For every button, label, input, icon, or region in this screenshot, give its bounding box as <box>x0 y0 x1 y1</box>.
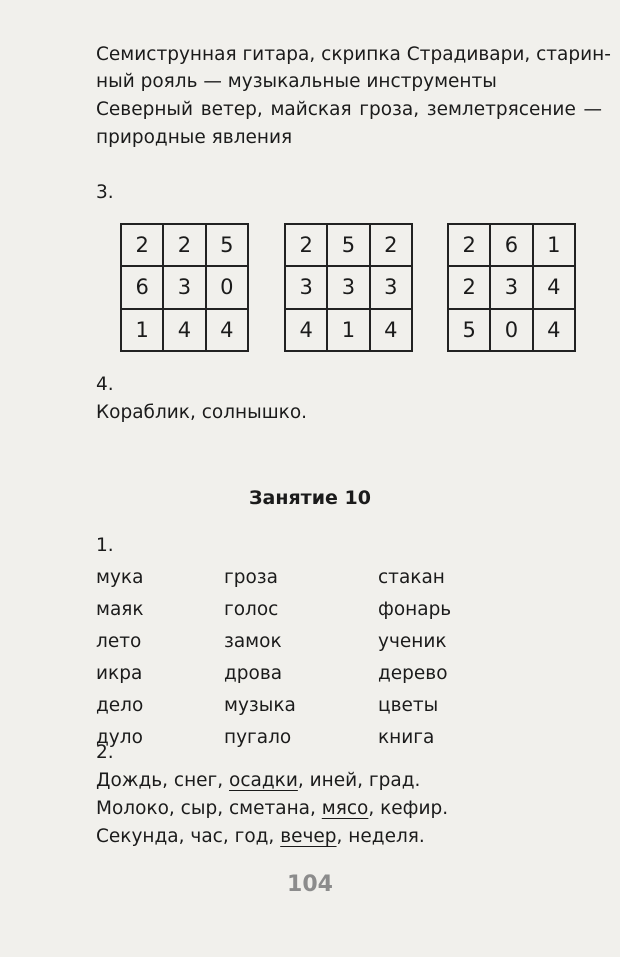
grid-cell: 3 <box>490 266 532 308</box>
underlined-word: вечер <box>280 826 337 847</box>
word: дерево <box>378 663 448 684</box>
grid-cell: 2 <box>448 266 490 308</box>
text-line-3: Северный ветер, майская гроза, землетрясение — <box>96 99 602 120</box>
word: лето <box>96 631 142 652</box>
word: пугало <box>224 727 292 748</box>
word-column-3 <box>378 562 451 754</box>
grid-cell: 1 <box>327 309 369 351</box>
word: цветы <box>378 695 439 716</box>
word: икра <box>96 663 143 684</box>
grid-cell: 2 <box>163 224 205 266</box>
grid-cell: 0 <box>490 309 532 351</box>
grid-cell: 5 <box>327 224 369 266</box>
word: мука <box>96 567 144 588</box>
grid-cell: 4 <box>285 309 327 351</box>
row-text: Молоко, сыр, сметана, <box>96 798 322 819</box>
row-text: Дождь, снег, <box>96 770 230 791</box>
grid-cell: 5 <box>206 224 248 266</box>
word: дрова <box>224 663 283 684</box>
task-4-answer: Кораблик, солнышко. <box>96 402 308 423</box>
grid-cell: 4 <box>533 309 575 351</box>
grid-cell: 4 <box>206 309 248 351</box>
word: маяк <box>96 599 144 620</box>
grid-cell: 2 <box>121 224 163 266</box>
row-text: , неделя. <box>336 826 425 847</box>
text-line-4: природные явления <box>96 127 293 148</box>
grid-cell: 2 <box>448 224 490 266</box>
lesson-title: Занятие 10 <box>249 487 371 509</box>
underlined-word: осадки <box>229 770 298 791</box>
word-column-2 <box>224 562 296 754</box>
number-grid-1 <box>120 223 249 352</box>
task-2-row-3 <box>96 824 425 850</box>
underlined-word: мясо <box>321 798 369 819</box>
row-text: , иней, град. <box>297 770 421 791</box>
grid-cell: 4 <box>163 309 205 351</box>
word: фонарь <box>378 599 452 620</box>
grid-cell: 2 <box>285 224 327 266</box>
task-2-row-2 <box>96 796 448 822</box>
word: стакан <box>378 567 445 588</box>
word: дуло <box>96 727 143 748</box>
grid-cell: 3 <box>163 266 205 308</box>
word: книга <box>378 727 435 748</box>
grid-cell: 6 <box>121 266 163 308</box>
task-number-1: 1. <box>96 535 114 556</box>
number-grid-2 <box>284 223 413 352</box>
page-number: 104 <box>287 872 333 897</box>
word: голос <box>224 599 279 620</box>
text-line-2: ный рояль — музыкальные инструменты <box>96 71 497 92</box>
row-text: Секунда, час, год, <box>96 826 281 847</box>
word: ученик <box>378 631 447 652</box>
task-number-4: 4. <box>96 374 114 395</box>
word: замок <box>224 631 282 652</box>
number-grid-3 <box>447 223 576 352</box>
word: гроза <box>224 567 278 588</box>
word: музыка <box>224 695 296 716</box>
grid-cell: 3 <box>370 266 412 308</box>
word: дело <box>96 695 144 716</box>
grid-cell: 2 <box>370 224 412 266</box>
text-line-1: Семиструнная гитара, скрипка Страдивари, старин- <box>96 44 611 65</box>
word-column-1 <box>96 562 144 754</box>
grid-cell: 3 <box>285 266 327 308</box>
grid-cell: 4 <box>533 266 575 308</box>
task-number-3: 3. <box>96 182 114 203</box>
grid-cell: 5 <box>448 309 490 351</box>
row-text: , кефир. <box>368 798 449 819</box>
grid-cell: 3 <box>327 266 369 308</box>
grid-cell: 1 <box>121 309 163 351</box>
task-2-row-1 <box>96 768 420 794</box>
grid-cell: 1 <box>533 224 575 266</box>
grid-cell: 4 <box>370 309 412 351</box>
grid-cell: 0 <box>206 266 248 308</box>
task-number-2: 2. <box>96 742 114 763</box>
grid-cell: 6 <box>490 224 532 266</box>
